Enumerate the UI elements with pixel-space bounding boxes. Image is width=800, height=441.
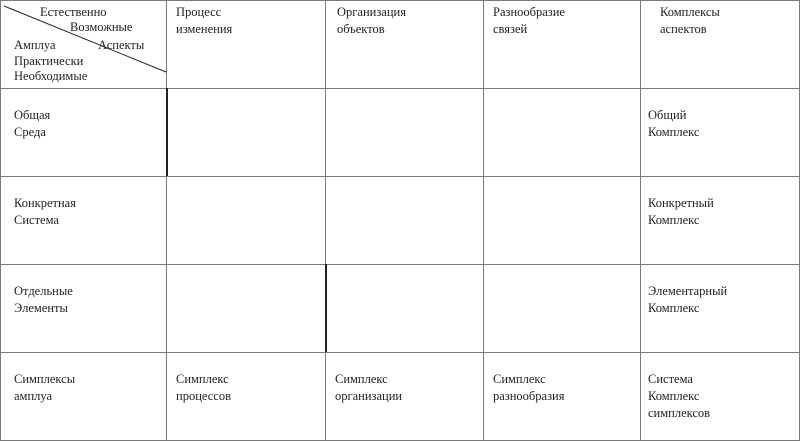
corner-label-line3-left: Амплуа [14, 38, 56, 52]
row-label-environment: Общая Среда [14, 108, 51, 139]
row-divider [0, 264, 800, 265]
cell-simplex-processes: Симплекс процессов [176, 372, 231, 403]
corner-label-line5: Необходимые [14, 69, 88, 83]
row-divider [0, 352, 800, 353]
cell-general-complex: Общий Комплекс [648, 108, 700, 139]
col-divider-bold [325, 264, 327, 352]
column-header-complexes: Комплексы аспектов [660, 5, 720, 36]
corner-label-line4: Практически [14, 54, 84, 68]
cell-concrete-complex: Конкретный Комплекс [648, 196, 714, 227]
cell-elementary-complex: Элементарный Комплекс [648, 284, 728, 315]
cell-system-complex-simplexes: Система Комплекс симплексов [648, 372, 711, 420]
corner-label-line1: Естественно [40, 5, 107, 19]
column-header-process: Процесс изменения [176, 5, 233, 36]
cell-simplex-diversity: Симплекс разнообразия [493, 372, 565, 403]
cell-simplex-organization: Симплекс организации [335, 372, 403, 403]
row-divider [0, 176, 800, 177]
corner-label-line3-right: Аспекты [98, 38, 145, 52]
column-header-diversity: Разнообразие связей [493, 5, 565, 36]
row-label-simplexes: Симплексы амплуа [14, 372, 76, 403]
row-label-elements: Отдельные Элементы [14, 284, 73, 315]
col-divider [325, 0, 326, 441]
col-divider [483, 0, 484, 441]
col-divider-bold [166, 88, 168, 176]
corner-label-line2: Возможные [70, 20, 133, 34]
col-divider [640, 0, 641, 441]
column-header-organization: Организация объектов [337, 5, 406, 36]
row-label-system: Конкретная Система [14, 196, 76, 227]
